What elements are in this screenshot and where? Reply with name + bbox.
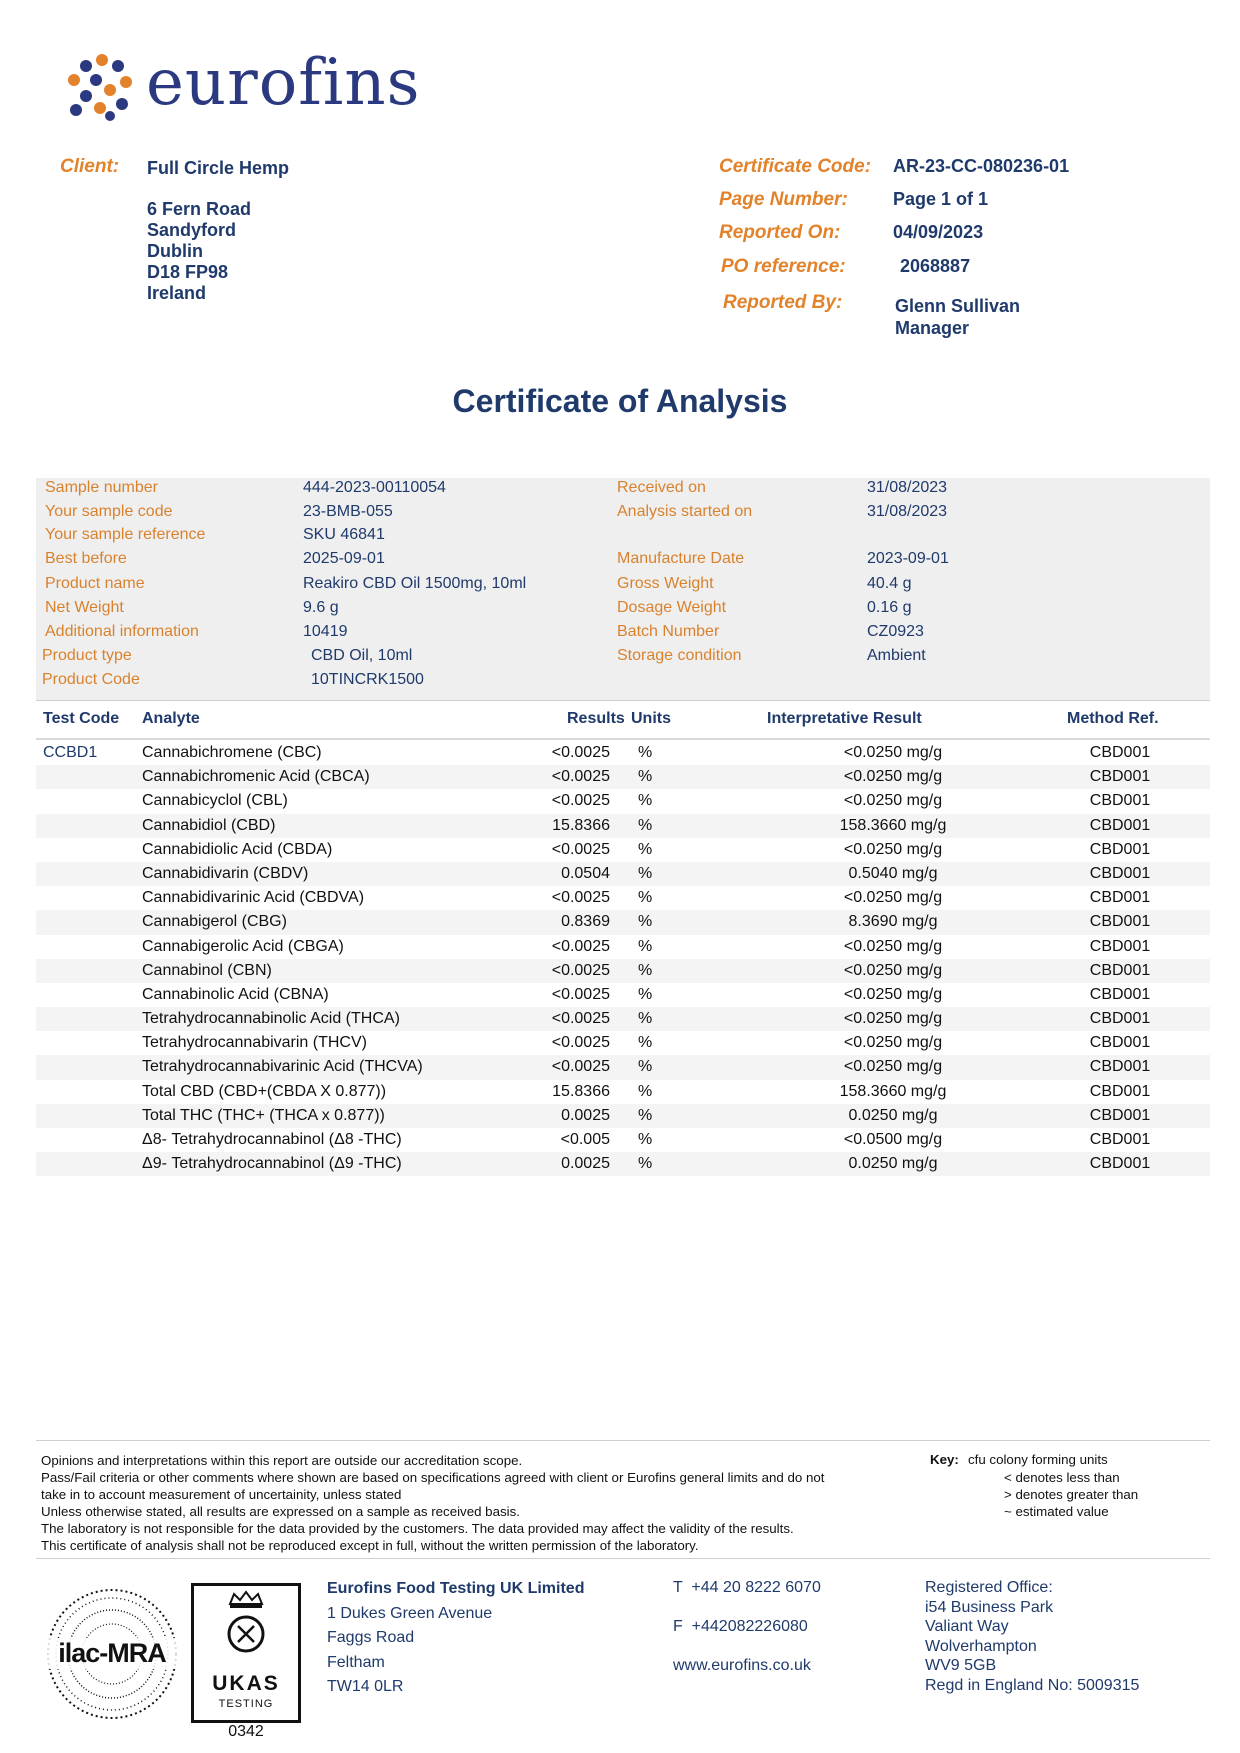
interpretative-result-cell: <0.0250 mg/g — [843, 1010, 943, 1028]
interpretative-result-cell: <0.0500 mg/g — [843, 1131, 943, 1148]
interpretative-result-cell: 0.5040 mg/g — [848, 864, 938, 882]
method-ref-cell: CBD001 — [1089, 889, 1151, 907]
unit-cell: % — [638, 1058, 653, 1076]
result-cell: 15.8366 — [552, 1082, 610, 1100]
registered-office-line: Valiant Way — [925, 1618, 1009, 1635]
sample-info-label: Manufacture Date — [617, 550, 745, 567]
unit-cell: % — [638, 1010, 653, 1028]
unit-cell: % — [638, 1106, 653, 1124]
analyte-cell: Tetrahydrocannabinolic Acid (THCA) — [142, 1010, 400, 1028]
disclaimer-line: Pass/Fail criteria or other comments where shown are based on specifications agreed with client or Eurofins general limits and do not — [41, 1470, 825, 1485]
sample-info-panel — [36, 478, 1210, 701]
lab-address — [327, 1577, 584, 1700]
table-row — [36, 741, 1210, 765]
interpretative-result-cell: <0.0250 mg/g — [843, 1034, 943, 1052]
analyte-cell: Cannabichromene (CBC) — [142, 744, 322, 761]
result-cell: <0.0025 — [551, 1034, 610, 1052]
lab-fax: F +442082226080 — [673, 1618, 808, 1635]
reported-on-label: Reported On: — [719, 222, 841, 243]
method-ref-cell: CBD001 — [1089, 744, 1151, 761]
method-ref-cell: CBD001 — [1089, 1131, 1151, 1148]
interpretative-result-cell: 8.3690 mg/g — [848, 913, 938, 931]
unit-cell: % — [638, 1155, 653, 1173]
results-table-header — [36, 702, 1210, 740]
key-label: Key: — [930, 1452, 959, 1467]
result-cell: 0.0025 — [561, 1106, 610, 1124]
ilac-text: ilac-MRA — [44, 1638, 180, 1669]
certificate-code-label: Certificate Code: — [719, 156, 872, 177]
sample-info-value: 31/08/2023 — [867, 479, 948, 496]
sample-info-value: 444-2023-00110054 — [303, 479, 446, 496]
result-cell: <0.0025 — [551, 840, 610, 858]
table-row — [36, 1007, 1210, 1031]
disclaimer-line: The laboratory is not responsible for the data provided by the customers. The data provided may affect the validity of the results. — [41, 1521, 794, 1536]
method-ref-cell: CBD001 — [1089, 1010, 1151, 1028]
disclaimer-line: take in to account measurement of uncertainity, unless stated — [41, 1487, 402, 1502]
sample-info-label: Dosage Weight — [617, 599, 727, 616]
disclaimer-line: Opinions and interpretations within this report are outside our accreditation scope. — [41, 1453, 523, 1468]
logo-wordmark: eurofins — [146, 46, 421, 120]
col-units: Units — [631, 710, 671, 727]
address-line: Ireland — [147, 283, 207, 303]
unit-cell: % — [638, 985, 653, 1003]
sample-info-row — [36, 647, 1210, 671]
lab-address-line: Faggs Road — [327, 1629, 415, 1646]
address-line: Dublin — [147, 241, 203, 261]
interpretative-result-cell: <0.0250 mg/g — [843, 889, 943, 907]
col-test-code: Test Code — [43, 710, 120, 727]
unit-cell: % — [638, 961, 653, 979]
sample-info-row — [36, 599, 1210, 623]
method-ref-cell: CBD001 — [1089, 1058, 1151, 1076]
sample-info-label: Received on — [617, 479, 706, 496]
table-row — [36, 789, 1210, 813]
method-ref-cell: CBD001 — [1089, 840, 1151, 858]
sample-info-label: Product Code — [42, 671, 140, 688]
method-ref-cell: CBD001 — [1089, 768, 1151, 786]
result-cell: <0.0025 — [551, 1010, 610, 1028]
table-row — [36, 910, 1210, 934]
unit-cell: % — [638, 889, 653, 907]
footer-divider — [36, 1558, 1210, 1559]
table-row — [36, 1104, 1210, 1128]
page-title: Certificate of Analysis — [452, 383, 788, 419]
sample-info-value: 10419 — [303, 623, 348, 640]
method-ref-cell: CBD001 — [1089, 961, 1151, 979]
sample-info-value: 2025-09-01 — [303, 550, 385, 567]
sample-info-row — [36, 671, 1210, 695]
interpretative-result-cell: 158.3660 mg/g — [839, 816, 947, 834]
ilac-mra-badge — [44, 1586, 180, 1722]
col-results: Results — [567, 710, 625, 727]
method-ref-cell: CBD001 — [1089, 937, 1151, 955]
unit-cell: % — [638, 840, 653, 858]
interpretative-result-cell: <0.0250 mg/g — [843, 937, 943, 955]
unit-cell: % — [638, 768, 653, 786]
col-method: Method Ref. — [1067, 710, 1159, 727]
sample-info-value: 31/08/2023 — [867, 503, 948, 520]
table-row — [36, 1080, 1210, 1104]
sample-info-label: Product type — [42, 647, 132, 664]
interpretative-result-cell: 0.0250 mg/g — [848, 1106, 938, 1124]
lab-name: Eurofins Food Testing UK Limited — [327, 1580, 585, 1597]
sample-info-value: 10TINCRK1500 — [311, 671, 424, 688]
sample-info-row — [36, 526, 1210, 550]
address-line: Sandyford — [147, 220, 237, 240]
sample-info-value: CZ0923 — [867, 623, 924, 640]
method-ref-cell: CBD001 — [1089, 1082, 1151, 1100]
analyte-cell: Cannabigerolic Acid (CBGA) — [142, 937, 344, 955]
sample-info-value: Reakiro CBD Oil 1500mg, 10ml — [303, 575, 527, 592]
ukas-subtext: TESTING — [218, 1698, 274, 1710]
page-number-label: Page Number: — [719, 189, 848, 210]
analyte-cell: Cannabigerol (CBG) — [142, 913, 287, 931]
interpretative-result-cell: <0.0250 mg/g — [843, 768, 943, 786]
lab-address-line: Feltham — [327, 1653, 385, 1671]
sample-info-value: SKU 46841 — [303, 526, 385, 543]
ukas-text: UKAS — [212, 1672, 280, 1695]
result-cell: <0.0025 — [551, 889, 610, 907]
unit-cell: % — [638, 1082, 653, 1100]
sample-info-row — [36, 623, 1210, 647]
interpretative-result-cell: <0.0250 mg/g — [843, 840, 943, 858]
method-ref-cell: CBD001 — [1089, 985, 1151, 1003]
sample-info-label: Batch Number — [617, 623, 720, 640]
analyte-cell: Cannabidiolic Acid (CBDA) — [142, 840, 333, 858]
method-ref-cell: CBD001 — [1089, 1034, 1151, 1052]
reported-by-name: Glenn Sullivan — [895, 296, 1021, 316]
analyte-cell: Cannabidivarin (CBDV) — [142, 864, 309, 882]
crown-icon — [216, 1590, 276, 1654]
analyte-cell: Δ8- Tetrahydrocannabinol (Δ8 -THC) — [142, 1131, 402, 1148]
sample-info-value: 0.16 g — [867, 599, 912, 616]
lab-address-line: 1 Dukes Green Avenue — [327, 1604, 493, 1622]
sample-info-row — [36, 575, 1210, 599]
analyte-cell: Cannabidiol (CBD) — [142, 816, 276, 834]
client-label: Client: — [60, 156, 120, 177]
method-ref-cell: CBD001 — [1089, 792, 1151, 810]
table-row — [36, 1152, 1210, 1176]
sample-info-value: 9.6 g — [303, 599, 339, 616]
ukas-badge — [191, 1583, 301, 1723]
result-cell: <0.0025 — [551, 792, 610, 810]
method-ref-cell: CBD001 — [1089, 1106, 1151, 1124]
unit-cell: % — [638, 864, 653, 882]
sample-info-value: Ambient — [867, 647, 926, 664]
result-cell: 0.0504 — [561, 864, 610, 882]
col-interpretative: Interpretative Result — [767, 710, 922, 727]
certificate-code: AR-23-CC-080236-01 — [893, 156, 1070, 176]
interpretative-result-cell: 158.3660 mg/g — [839, 1082, 947, 1100]
lab-website[interactable]: www.eurofins.co.uk — [673, 1657, 811, 1674]
sample-info-value: CBD Oil, 10ml — [311, 647, 413, 664]
reported-on: 04/09/2023 — [893, 222, 984, 242]
unit-cell: % — [638, 744, 653, 761]
interpretative-result-cell: 0.0250 mg/g — [848, 1155, 938, 1173]
result-cell: 0.0025 — [561, 1155, 610, 1173]
analyte-cell: Δ9- Tetrahydrocannabinol (Δ9 -THC) — [142, 1155, 402, 1173]
test-code-cell: CCBD1 — [43, 744, 98, 761]
table-row — [36, 862, 1210, 886]
analyte-cell: Tetrahydrocannabivarinic Acid (THCVA) — [142, 1058, 423, 1076]
disclaimer — [41, 1452, 921, 1554]
result-cell: <0.005 — [560, 1131, 610, 1148]
unit-cell: % — [638, 816, 653, 834]
unit-cell: % — [638, 792, 653, 810]
registered-office — [925, 1578, 1139, 1695]
results-table-body — [36, 741, 1210, 1176]
unit-cell: % — [638, 937, 653, 955]
address-line: D18 FP98 — [147, 262, 229, 282]
client-name: Full Circle Hemp — [147, 158, 290, 178]
sample-info-label: Gross Weight — [617, 575, 714, 592]
result-cell: <0.0025 — [551, 744, 610, 761]
result-cell: <0.0025 — [551, 768, 610, 786]
registered-office-line: WV9 5GB — [925, 1657, 997, 1674]
sample-info-label: Your sample reference — [45, 526, 206, 543]
col-analyte: Analyte — [142, 710, 200, 727]
disclaimer-line: Unless otherwise stated, all results are expressed on a sample as received basis. — [41, 1504, 520, 1519]
table-row — [36, 983, 1210, 1007]
key-item: > denotes greater than — [1004, 1487, 1139, 1502]
sample-info-row — [36, 503, 1210, 527]
result-cell: <0.0025 — [551, 985, 610, 1003]
table-row — [36, 765, 1210, 789]
sample-info-value: 2023-09-01 — [867, 550, 949, 567]
interpretative-result-cell: <0.0250 mg/g — [843, 1058, 943, 1076]
method-ref-cell: CBD001 — [1089, 816, 1151, 834]
lab-phone: T +44 20 8222 6070 — [673, 1579, 821, 1596]
lab-address-line: TW14 0LR — [327, 1678, 404, 1695]
eurofins-logo — [66, 46, 421, 130]
method-ref-cell: CBD001 — [1089, 913, 1151, 931]
analyte-cell: Total CBD (CBD+(CBDA X 0.877)) — [142, 1082, 387, 1100]
reported-by-label: Reported By: — [723, 292, 843, 313]
sample-info-label: Your sample code — [45, 503, 173, 520]
table-row — [36, 1031, 1210, 1055]
analyte-cell: Cannabinol (CBN) — [142, 961, 272, 979]
result-cell: <0.0025 — [551, 937, 610, 955]
table-row — [36, 886, 1210, 910]
reported-by-role: Manager — [895, 318, 970, 338]
sample-info-value: 23-BMB-055 — [303, 503, 393, 520]
logo-dots-icon — [66, 52, 136, 122]
key-item: cfu colony forming units — [968, 1452, 1108, 1467]
disclaimer-line: This certificate of analysis shall not be reproduced except in full, without the written permission of the laboratory. — [41, 1538, 699, 1553]
interpretative-result-cell: <0.0250 mg/g — [843, 792, 943, 810]
key-item: ~ estimated value — [1004, 1504, 1109, 1519]
interpretative-result-cell: <0.0250 mg/g — [843, 961, 943, 979]
sample-info-value: 40.4 g — [867, 575, 912, 592]
key-item: < denotes less than — [1004, 1470, 1120, 1485]
sample-info-label: Sample number — [45, 479, 158, 496]
sample-info-label: Additional information — [45, 623, 199, 640]
method-ref-cell: CBD001 — [1089, 864, 1151, 882]
footer-divider — [36, 1440, 1210, 1441]
po-reference-label: PO reference: — [721, 256, 846, 277]
analyte-cell: Cannabichromenic Acid (CBCA) — [142, 768, 370, 786]
sample-info-label: Best before — [45, 550, 127, 567]
address-line: 6 Fern Road — [147, 199, 252, 219]
analyte-cell: Tetrahydrocannabivarin (THCV) — [142, 1034, 367, 1052]
registered-office-label: Registered Office: — [925, 1579, 1053, 1596]
result-cell: <0.0025 — [551, 1058, 610, 1076]
client-address — [147, 199, 251, 304]
result-cell: <0.0025 — [551, 961, 610, 979]
key-list — [1004, 1469, 1138, 1520]
sample-info-row — [36, 550, 1210, 574]
analyte-cell: Cannabidivarinic Acid (CBDVA) — [142, 889, 365, 907]
table-row — [36, 1055, 1210, 1079]
analyte-cell: Cannabicyclol (CBL) — [142, 792, 288, 810]
analyte-cell: Cannabinolic Acid (CBNA) — [142, 985, 329, 1003]
ukas-number: 0342 — [228, 1723, 264, 1740]
sample-info-label: Analysis started on — [617, 503, 753, 520]
analyte-cell: Total THC (THC+ (THCA x 0.877)) — [142, 1106, 385, 1124]
page-number: Page 1 of 1 — [893, 189, 989, 209]
sample-info-label: Product name — [45, 575, 145, 592]
sample-info-row — [36, 479, 1210, 503]
interpretative-result-cell: <0.0250 mg/g — [843, 985, 943, 1003]
method-ref-cell: CBD001 — [1089, 1155, 1151, 1173]
table-row — [36, 1128, 1210, 1152]
interpretative-result-cell: <0.0250 mg/g — [843, 744, 943, 761]
registered-office-line: Regd in England No: 5009315 — [925, 1676, 1140, 1694]
unit-cell: % — [638, 913, 653, 931]
po-reference: 2068887 — [900, 256, 971, 276]
table-row — [36, 814, 1210, 838]
result-cell: 15.8366 — [552, 816, 610, 834]
registered-office-line: Wolverhampton — [925, 1637, 1037, 1655]
table-row — [36, 959, 1210, 983]
sample-info-label: Net Weight — [45, 599, 124, 616]
result-cell: 0.8369 — [561, 913, 610, 931]
unit-cell: % — [638, 1131, 653, 1148]
table-row — [36, 838, 1210, 862]
sample-info-label: Storage condition — [617, 647, 742, 664]
unit-cell: % — [638, 1034, 653, 1052]
table-row — [36, 935, 1210, 959]
registered-office-line: i54 Business Park — [925, 1598, 1054, 1616]
